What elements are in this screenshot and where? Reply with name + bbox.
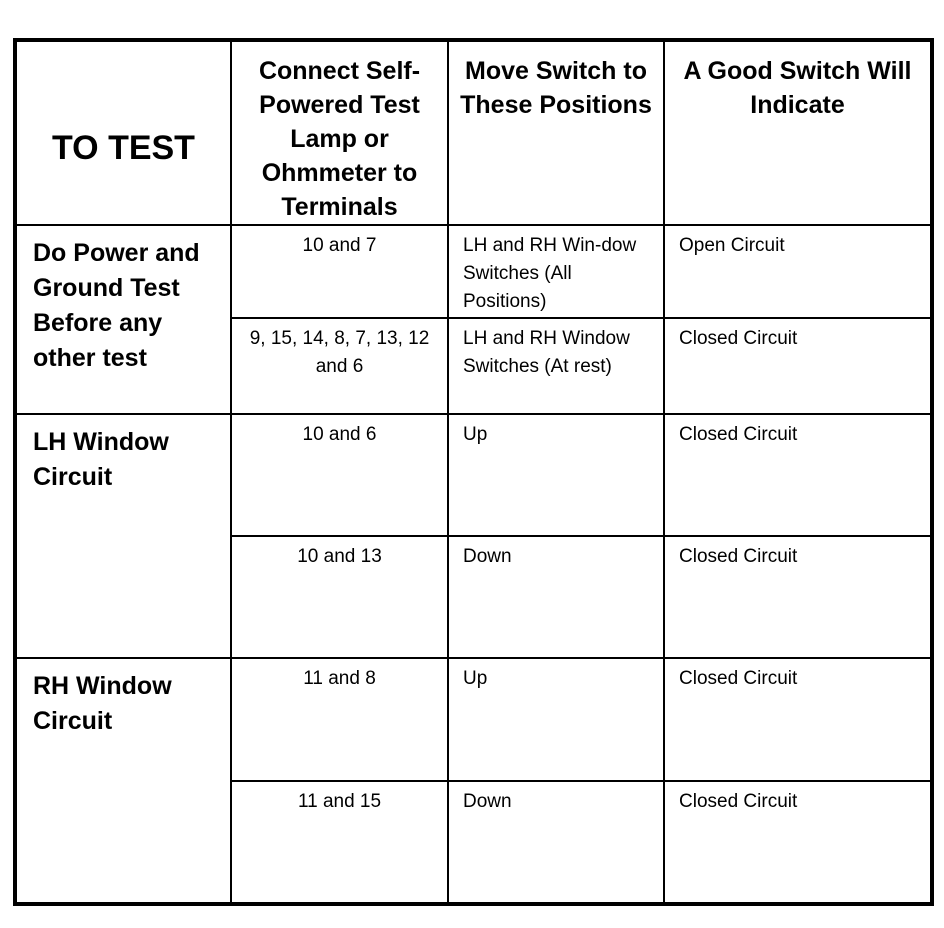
terminals-cell: 11 and 8: [231, 658, 448, 781]
position-cell: Up: [448, 658, 664, 781]
header-move-switch: Move Switch to These Positions: [448, 40, 664, 225]
result-cell: Closed Circuit: [664, 414, 932, 536]
table-row: [15, 225, 932, 318]
header-to-test: TO TEST: [15, 40, 231, 225]
position-cell: Down: [448, 781, 664, 904]
switch-test-table: [13, 38, 934, 906]
table-row: [15, 658, 932, 781]
result-cell: Open Circuit: [664, 225, 932, 318]
terminals-cell: 10 and 7: [231, 225, 448, 318]
terminals-cell: 9, 15, 14, 8, 7, 13, 12 and 6: [231, 318, 448, 414]
result-cell: Closed Circuit: [664, 536, 932, 658]
test-name-rh-window: RH Window Circuit: [15, 658, 231, 904]
result-cell: Closed Circuit: [664, 318, 932, 414]
test-name-lh-window: LH Window Circuit: [15, 414, 231, 658]
position-cell: Up: [448, 414, 664, 536]
terminals-cell: 10 and 6: [231, 414, 448, 536]
terminals-cell: 11 and 15: [231, 781, 448, 904]
header-row: [15, 40, 932, 225]
header-connect: Connect Self-Powered Test Lamp or Ohmmeter to Terminals: [231, 40, 448, 225]
header-good-switch: A Good Switch Will Indicate: [664, 40, 932, 225]
position-cell: Down: [448, 536, 664, 658]
result-cell: Closed Circuit: [664, 658, 932, 781]
position-cell: LH and RH Window Switches (At rest): [448, 318, 664, 414]
position-cell: LH and RH Win-dow Switches (All Positions): [448, 225, 664, 318]
result-cell: Closed Circuit: [664, 781, 932, 904]
terminals-cell: 10 and 13: [231, 536, 448, 658]
test-name-power-ground: Do Power and Ground Test Before any other test: [15, 225, 231, 414]
table-row: [15, 414, 932, 536]
